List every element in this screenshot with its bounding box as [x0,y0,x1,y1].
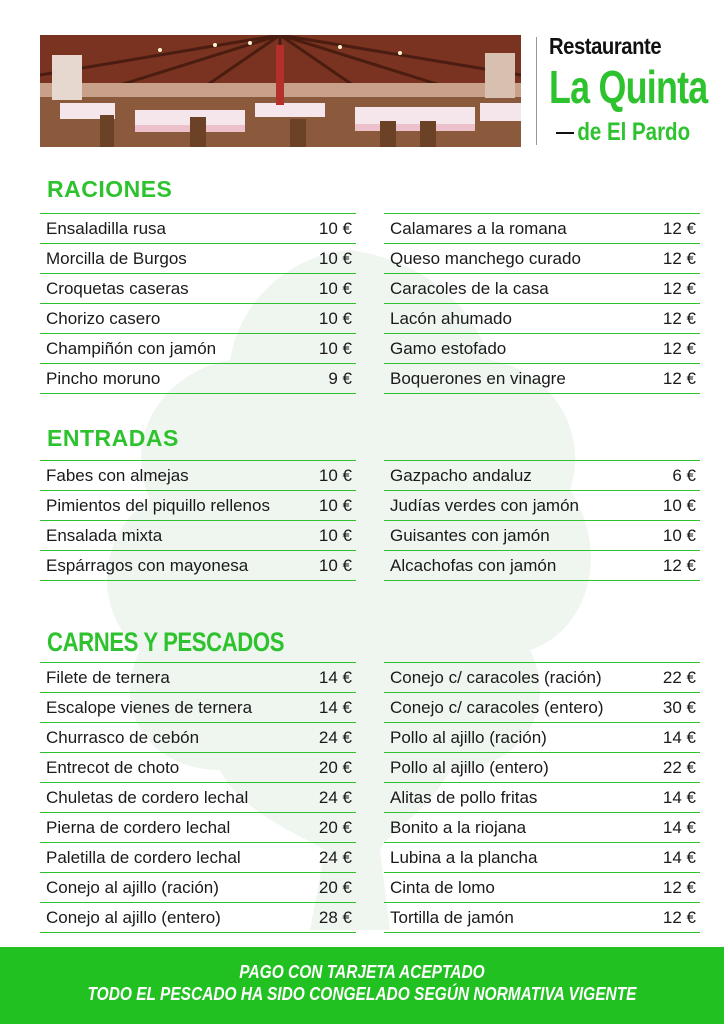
menu-item-name: Alcachofas con jamón [390,556,557,575]
menu-item-name: Bonito a la riojana [390,818,527,837]
section-title-entradas: ENTRADAS [47,425,179,451]
menu-item-name: Caracoles de la casa [390,279,549,298]
menu-item-price: 24 € [318,848,352,867]
menu-item-name: Entrecot de choto [46,758,180,777]
menu-item [40,243,356,273]
menu-item-name: Churrasco de cebón [46,728,200,747]
section-title-carnes: CARNES Y PESCADOS [47,627,285,657]
menu-item [384,902,700,933]
menu-item-price: 6 € [672,466,696,485]
menu-item-name: Ensalada mixta [46,526,163,545]
menu-item-price: 24 € [318,788,352,807]
menu-item-price: 12 € [662,279,696,298]
menu-item-name: Conejo al ajillo (ración) [46,878,219,897]
menu-item [384,752,700,782]
menu-item [40,812,356,842]
menu-item-price: 12 € [662,249,696,268]
menu-item-price: 12 € [662,309,696,328]
menu-item-name: Fabes con almejas [46,466,189,485]
menu-item-name: Queso manchego curado [390,249,581,268]
menu-item [384,460,700,490]
menu-item [384,333,700,363]
menu-item-price: 10 € [662,526,696,545]
menu-item-price: 12 € [662,219,696,238]
menu-item-price: 22 € [662,758,696,777]
menu-item-name: Gazpacho andaluz [390,466,532,485]
menu-item [384,842,700,872]
menu-item-name: Conejo c/ caracoles (ración) [390,668,602,687]
footer-banner [0,947,724,1024]
menu-item-name: Filete de ternera [46,668,170,687]
menu-item-name: Calamares a la romana [390,219,567,238]
menu-item-price: 10 € [318,309,352,328]
menu-item-price: 20 € [318,758,352,777]
menu-item-name: Conejo c/ caracoles (entero) [390,698,604,717]
menu-item-name: Croquetas caseras [46,279,189,298]
menu-item [384,872,700,902]
menu-item-price: 10 € [318,339,352,358]
menu-item [40,460,356,490]
menu-item [384,363,700,394]
menu-item [40,490,356,520]
menu-column-left [40,460,356,581]
menu-item-price: 12 € [662,908,696,927]
menu-item-name: Tortilla de jamón [390,908,514,927]
menu-item-name: Pincho moruno [46,369,161,388]
menu-item [40,782,356,812]
menu-column-right [384,460,700,581]
menu-item-name: Pierna de cordero lechal [46,818,231,837]
menu-item-price: 10 € [318,496,352,515]
menu-item [384,782,700,812]
menu-item-price: 22 € [662,668,696,687]
menu-item [40,722,356,752]
menu-item-name: Gamo estofado [390,339,507,358]
menu-item-name: Pimientos del piquillo rellenos [46,496,270,515]
menu-item [40,902,356,933]
footer-fish-note: TODO EL PESCADO HA SIDO CONGELADO SEGÚN NORMATIVA VIGENTE [87,984,637,1004]
menu-item-price: 14 € [318,698,352,717]
menu-item [40,363,356,394]
menu-item-price: 12 € [662,878,696,897]
menu-item [40,333,356,363]
logo-sub [556,118,690,147]
menu-item-name: Lacón ahumado [390,309,512,328]
menu-item-price: 9 € [328,369,352,388]
menu-item-price: 10 € [318,556,352,575]
menu-item [384,812,700,842]
menu-item-price: 30 € [662,698,696,717]
menu-item-name: Morcilla de Burgos [46,249,187,268]
menu-item [384,490,700,520]
menu-item-price: 14 € [318,668,352,687]
logo-name-text: La Quinta [549,61,708,113]
menu-item [40,303,356,333]
menu-item [40,872,356,902]
menu-item-price: 14 € [662,728,696,747]
menu-item-price: 10 € [318,526,352,545]
menu-item-price: 14 € [662,788,696,807]
menu-item [40,550,356,581]
menu-item-name: Boquerones en vinagre [390,369,566,388]
menu-item-price: 12 € [662,556,696,575]
menu-item-name: Escalope vienes de ternera [46,698,253,717]
menu-item-name: Judías verdes con jamón [390,496,579,515]
menu-item [40,842,356,872]
menu-column-right [384,213,700,394]
menu-item [40,752,356,782]
logo-restaurante-text: Restaurante [549,33,662,59]
menu-item [384,243,700,273]
logo-divider [536,37,537,145]
menu-item-name: Paletilla de cordero lechal [46,848,241,867]
menu-item-name: Chuletas de cordero lechal [46,788,249,807]
menu-item-name: Ensaladilla rusa [46,219,167,238]
menu-item [384,692,700,722]
menu-item-price: 12 € [662,339,696,358]
menu-item [40,692,356,722]
menu-item [384,722,700,752]
menu-item-price: 28 € [318,908,352,927]
menu-item-price: 20 € [318,878,352,897]
menu-item [384,662,700,692]
menu-item-price: 24 € [318,728,352,747]
menu-item-price: 10 € [662,496,696,515]
menu-item-name: Chorizo casero [46,309,161,328]
menu-item-name: Alitas de pollo fritas [390,788,538,807]
menu-item-name: Espárragos con mayonesa [46,556,249,575]
menu-item-price: 10 € [318,466,352,485]
menu-item-price: 20 € [318,818,352,837]
menu-item-name: Pollo al ajillo (entero) [390,758,549,777]
menu-item-price: 10 € [318,219,352,238]
menu-item [40,520,356,550]
menu-item-price: 14 € [662,818,696,837]
menu-item-price: 14 € [662,848,696,867]
menu-column-left [40,213,356,394]
menu-item [384,520,700,550]
menu-item [40,213,356,243]
logo-sub-text: de El Pardo [577,118,691,146]
menu-item [384,303,700,333]
restaurant-photo [40,35,521,147]
menu-column-right [384,662,700,933]
logo-dash [556,132,574,134]
menu-item-name: Conejo al ajillo (entero) [46,908,221,927]
menu-column-left [40,662,356,933]
menu-item [384,273,700,303]
footer-payment-note: PAGO CON TARJETA ACEPTADO [239,962,485,982]
menu-item-name: Lubina a la plancha [390,848,538,867]
menu-item-price: 10 € [318,249,352,268]
menu-item-price: 10 € [318,279,352,298]
menu-item [384,213,700,243]
menu-item [40,273,356,303]
menu-item [40,662,356,692]
menu-item [384,550,700,581]
menu-item-name: Pollo al ajillo (ración) [390,728,547,747]
menu-item-name: Champiñón con jamón [46,339,217,358]
menu-item-name: Guisantes con jamón [390,526,550,545]
section-title-raciones: RACIONES [47,176,173,202]
menu-item-price: 12 € [662,369,696,388]
menu-item-name: Cinta de lomo [390,878,495,897]
